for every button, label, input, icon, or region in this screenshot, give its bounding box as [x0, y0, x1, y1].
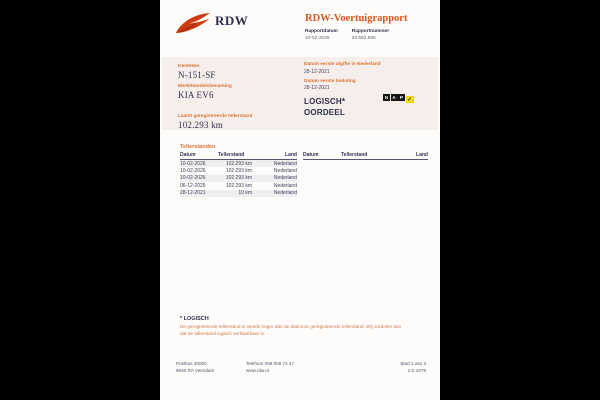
- tellerstanden-title: Tellerstanden: [180, 144, 216, 150]
- column-header-datum: Datum: [180, 151, 196, 158]
- tellerstand-value: 102.293 km: [178, 120, 224, 130]
- table-cell: Nederland: [273, 175, 297, 182]
- tellerstand-table-right: [303, 152, 428, 160]
- table-cell: 10-02-2026: [180, 175, 206, 182]
- footer-address-line2: 9640 RA Veendam: [176, 368, 215, 373]
- report-meta: [305, 29, 389, 41]
- rdw-logo-text: RDW: [215, 12, 249, 28]
- vehicle-info-panel: [162, 57, 438, 130]
- rapportdatum-block: [305, 29, 338, 41]
- rdw-logo: [174, 10, 248, 37]
- table-cell: 102.293 km: [225, 175, 252, 182]
- column-header-datum: Datum: [303, 151, 319, 158]
- rapportdatum-label: Rapportdatum: [305, 29, 338, 34]
- table-cell: 102.293 km: [225, 160, 252, 167]
- rapportnummer-label: Rapportnummer: [351, 29, 390, 34]
- merk-label: Merk/Handelsbenaming: [178, 84, 232, 89]
- table-header-row: [303, 152, 428, 160]
- nap-letter-icon: P: [399, 95, 403, 100]
- table-row: [180, 175, 297, 182]
- table-cell: 06-12-2025: [180, 182, 206, 189]
- table-cell: 10 km: [238, 190, 252, 197]
- rapportnummer-value: 30.582.866: [351, 36, 376, 41]
- eerste-afgifte-value: 28-12-2021: [304, 68, 330, 75]
- rdw-stripes-graphic: [328, 383, 440, 400]
- footnote: [180, 316, 408, 337]
- table-cell: Nederland: [273, 168, 297, 175]
- table-row: [180, 167, 297, 174]
- vehicle-info-left-column: [178, 63, 296, 134]
- column-header-tellerstand: Tellerstand: [218, 151, 245, 158]
- merk-value: KIA EV6: [178, 90, 214, 100]
- table-cell: 102.293 km: [225, 168, 252, 175]
- tellerstand-table-body: [180, 160, 297, 197]
- table-row: [180, 160, 297, 167]
- footer-website: www.rdw.nl: [246, 368, 269, 373]
- report-page: [160, 0, 440, 400]
- tellerstand-table-left: [180, 152, 297, 197]
- tellerstand-label: Laatst geregistreerde tellerstand: [178, 114, 253, 119]
- vehicle-info-right-column: [304, 61, 434, 118]
- kenteken-value: N-151-SF: [178, 70, 216, 80]
- column-header-land: Land: [285, 151, 297, 158]
- form-code: 2 E 1079: [407, 368, 426, 373]
- table-row: [180, 182, 297, 189]
- footnote-text: De geregistreerde tellerstand is steeds hoger dan de daarvoor geregistreerde tellerstand. Wij oordelen dan dat de tellerstand logisch verklaarbaar is.: [180, 324, 402, 336]
- table-cell: 28-12-2021: [180, 190, 206, 197]
- table-cell: 102.293 km: [225, 182, 252, 189]
- page-indicator: Blad 1 van 3: [400, 361, 426, 366]
- eerste-afgifte-label: Datum eerste afgifte in Nederland: [304, 62, 381, 67]
- table-cell: 10-02-2026: [180, 160, 206, 167]
- page-footer: [176, 360, 426, 374]
- table-row: [180, 190, 297, 197]
- rapportnummer-block: [352, 29, 389, 41]
- column-header-tellerstand: Tellerstand: [341, 151, 368, 158]
- table-header-row: [180, 152, 297, 160]
- oordeel-line1: LOGISCH*: [304, 97, 346, 106]
- oordeel-text: [304, 96, 434, 118]
- column-header-land: Land: [416, 151, 428, 158]
- footnote-title: * LOGISCH: [180, 316, 209, 322]
- nap-check-icon: ✓: [406, 97, 413, 103]
- eerste-toelating-label: Datum eerste toelating: [304, 78, 356, 84]
- kenteken-label: Kenteken: [178, 64, 200, 69]
- table-cell: Nederland: [273, 160, 297, 167]
- table-cell: 10-02-2026: [180, 168, 206, 175]
- nap-letter-icon: N: [384, 95, 389, 100]
- footer-page-info: [346, 360, 426, 374]
- nap-logo: [383, 94, 414, 103]
- oordeel-line2: OORDEEL: [304, 108, 345, 117]
- table-cell: Nederland: [273, 182, 297, 189]
- page-title: RDW-Voertuigrapport: [305, 13, 408, 24]
- nap-letter-icon: A: [392, 95, 396, 100]
- table-cell: Nederland: [273, 190, 297, 197]
- footer-address: [176, 360, 246, 374]
- footer-phone: Telefoon 088 008 74 47: [246, 361, 295, 366]
- rdw-wing-icon: [174, 10, 212, 37]
- footer-address-line1: Postbus 30000: [176, 361, 207, 366]
- eerste-toelating-value: 28-12-2021: [304, 85, 330, 91]
- rapportdatum-value: 10-02-2026: [305, 36, 330, 41]
- footer-contact: [246, 360, 346, 374]
